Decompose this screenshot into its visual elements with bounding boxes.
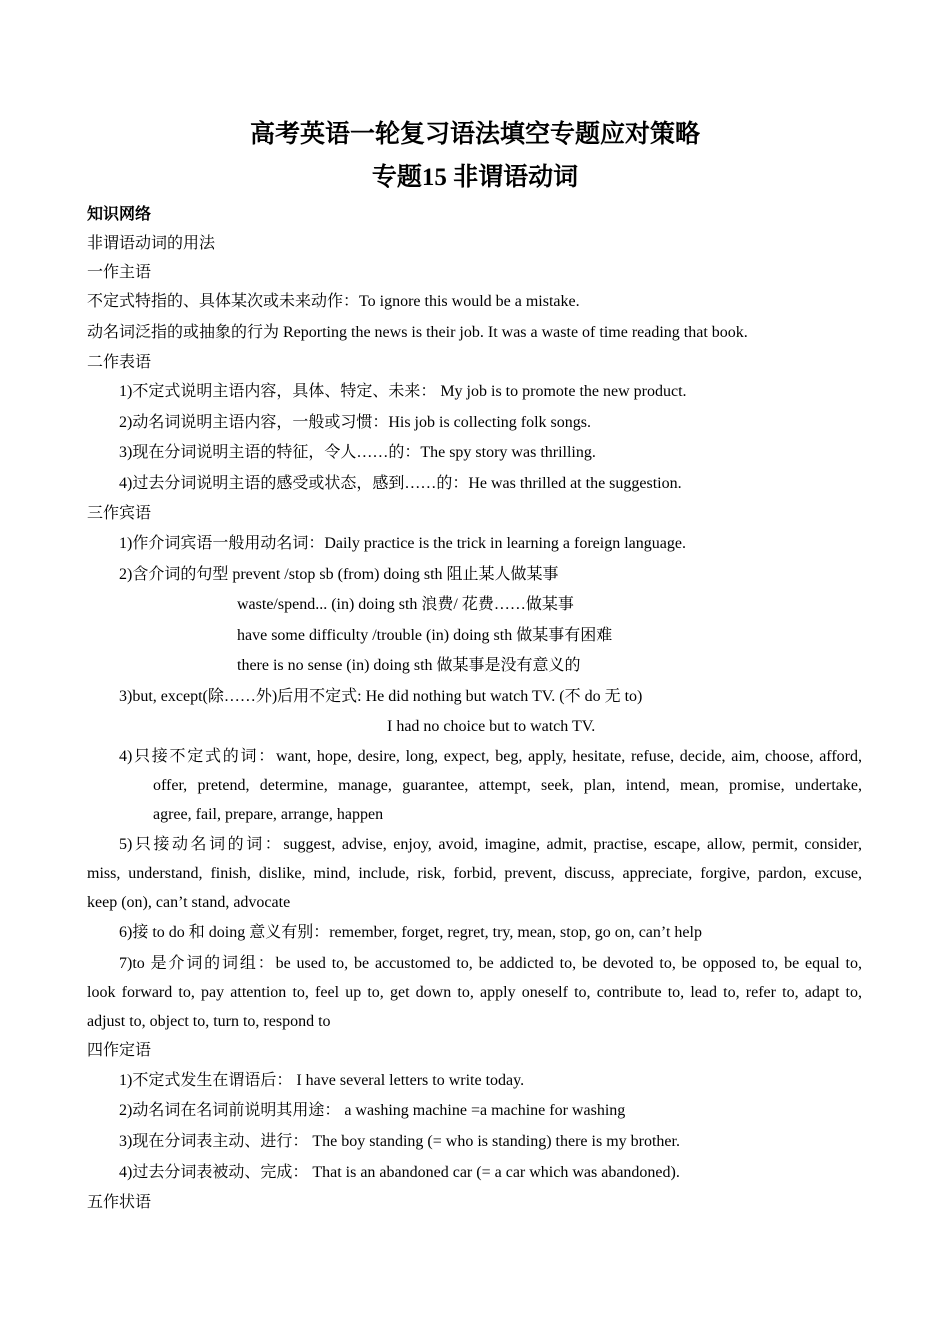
s3-line-2d: there is no sense (in) doing sth 做某事是没有意义的 — [237, 657, 581, 674]
section-heading: 知识网络 — [87, 206, 152, 223]
intro-text: 非谓语动词的用法 — [87, 235, 216, 252]
document-subtitle: 专题15 非谓语动词 — [371, 164, 579, 191]
s4-line-2: 2)动名词在名词前说明其用途： a washing machine =a machine for washing — [119, 1102, 626, 1119]
s3-line-5c: keep (on), can’t stand, advocate — [87, 894, 291, 911]
s3-line-2: 2)含介词的句型 prevent /stop sb (from) doing sth 阻止某人做某事 — [119, 566, 559, 583]
s3-line-3b: I had no choice but to watch TV. — [387, 718, 596, 735]
s2-line-3: 3)现在分词说明主语的特征，令人……的：The spy story was thrilling. — [119, 444, 596, 461]
s4-line-3: 3)现在分词表主动、进行： The boy standing (= who is standing) there is my brother. — [119, 1133, 680, 1150]
s1-line-2: 动名词泛指的或抽象的行为 Reporting the news is their job. It was a waste of time reading that book. — [87, 324, 748, 341]
s2-line-4: 4)过去分词说明主语的感受或状态，感到……的：He was thrilled at the suggestion. — [119, 475, 682, 492]
s3-line-3: 3)but, except(除……外)后用不定式: He did nothing but watch TV. (不 do 无 to) — [119, 688, 643, 705]
s3-line-4c: agree, fail, prepare, arrange, happen — [153, 806, 384, 823]
s3-heading: 三作宾语 — [87, 505, 152, 522]
s1-line-1: 不定式特指的、具体某次或未来动作：To ignore this would be a mistake. — [87, 293, 580, 310]
s3-line-2c: have some difficulty /trouble (in) doing sth 做某事有困难 — [237, 627, 613, 644]
s4-line-4: 4)过去分词表被动、完成： That is an abandoned car (= a car which was abandoned). — [119, 1164, 680, 1181]
s3-line-4a: 4)只接不定式的词：want, hope, desire, long, expect, beg, apply, hesitate, refuse, decide, aim, choose, afford, — [119, 748, 862, 765]
s2-heading: 二作表语 — [87, 354, 152, 371]
s3-line-5b: miss, understand, finish, dislike, mind, include, risk, forbid, prevent, discuss, appreciate, forgive, pardon, excuse, — [87, 865, 862, 882]
s3-line-5a: 5)只接动名词的词：suggest, advise, enjoy, avoid, imagine, admit, practise, escape, allow, permit, consider, — [119, 836, 862, 853]
s2-line-1: 1)不定式说明主语内容，具体、特定、未来： My job is to promote the new product. — [119, 383, 687, 400]
s3-line-2b: waste/spend... (in) doing sth 浪费/ 花费……做某事 — [237, 596, 574, 613]
s3-line-7a: 7)to 是介词的词组：be used to, be accustomed to, be addicted to, be devoted to, be opposed to, be equal to, — [119, 955, 862, 972]
s4-line-1: 1)不定式发生在谓语后： I have several letters to write today. — [119, 1072, 525, 1089]
s5-heading: 五作状语 — [87, 1194, 152, 1211]
s3-line-7b: look forward to, pay attention to, feel up to, get down to, apply oneself to, contribute to, lead to, refer to, adapt to, — [87, 984, 862, 1001]
document-title: 高考英语一轮复习语法填空专题应对策略 — [249, 121, 700, 148]
s3-line-4b: offer, pretend, determine, manage, guarantee, attempt, seek, plan, intend, mean, promise, undertake, — [153, 777, 862, 794]
s3-line-1: 1)作介词宾语一般用动名词：Daily practice is the trick in learning a foreign language. — [119, 535, 686, 552]
s2-line-2: 2)动名词说明主语内容，一般或习惯：His job is collecting folk songs. — [119, 414, 591, 431]
s3-line-6: 6)接 to do 和 doing 意义有别：remember, forget, regret, try, mean, stop, go on, can’t help — [119, 924, 702, 941]
s4-heading: 四作定语 — [87, 1042, 152, 1059]
s3-line-7c: adjust to, object to, turn to, respond to — [87, 1013, 331, 1030]
s1-heading: 一作主语 — [87, 264, 152, 281]
